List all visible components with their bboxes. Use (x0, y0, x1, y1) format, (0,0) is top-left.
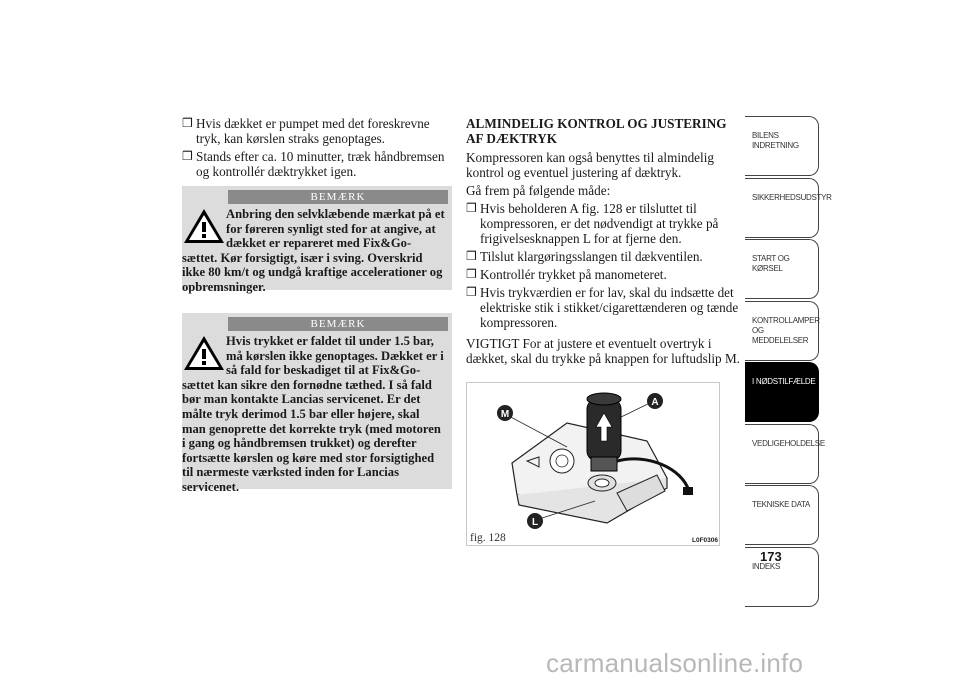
list-item-text: Hvis trykværdien er for lav, skal du indsætte det elektriske stik i stikket/cigarettænderen og tænde kompressoren. (480, 285, 739, 330)
checkbox-bullet-icon: ❒ (466, 201, 477, 215)
tab-start-og-korsel[interactable]: START OG KØRSEL (745, 239, 819, 299)
compressor-illustration (467, 383, 719, 545)
intro-paragraph: Gå frem på følgende måde: (466, 183, 611, 198)
tab-i-nodstilfaelde[interactable]: I NØDSTILFÆLDE (745, 362, 819, 422)
callout-l (527, 513, 543, 529)
intro-paragraph: Kompressoren kan også benyttes til almindelig kontrol og eventuel justering af dæktryk. (466, 150, 714, 180)
list-item (466, 249, 740, 264)
figure-code: L0F0306 (692, 537, 719, 544)
warning-title: BEMÆRK (228, 190, 448, 204)
warning-box (182, 186, 452, 294)
warning-text: Hvis trykket er faldet til under 1.5 bar, må kørslen ikke genoptages. Dækket er i så fald for beskadiget til at Fix&Go-sættet kan sikre den fornødne tæthed. I så fald bør man kontakte Lancias servicenet. Er det målte tryk derimod 1.5 bar eller højere, skal man genoprette det korrekte tryk (med motoren i gang og håndbremsen trukket) og derefter fortsætte kørslen og køre med stor forsigtighed til nærmeste værksted inden for Lancias servicenet. (182, 334, 444, 494)
checkbox-bullet-icon: ❒ (466, 267, 477, 281)
warning-title: BEMÆRK (228, 317, 448, 331)
tab-tekniske-data[interactable]: TEKNISKE DATA (745, 485, 819, 545)
tab-indeks[interactable]: INDEKS (745, 547, 819, 607)
warning-triangle-icon (182, 334, 226, 372)
list-item-text: Tilslut klargøringsslangen til dækventilen. (480, 249, 703, 264)
checkbox-bullet-icon: ❒ (182, 149, 193, 163)
svg-text:L: L (531, 517, 539, 528)
list-item-text: Hvis dækket er pumpet med det foreskrevne tryk, kan kørslen straks genoptages. (196, 116, 430, 146)
tab-kontrollamper[interactable]: KONTROLLAMPER OG MEDDELELSER (745, 301, 819, 361)
checkbox-bullet-icon: ❒ (182, 116, 193, 130)
callout-a (647, 393, 663, 409)
list-item (466, 285, 740, 330)
section-heading: ALMINDELIG KONTROL OG JUSTERING AF DÆKTRYK (466, 116, 727, 146)
list-item-text: Kontrollér trykket på manometeret. (480, 267, 667, 282)
list-item (466, 201, 740, 246)
callout-m (497, 405, 513, 421)
checkbox-bullet-icon: ❒ (466, 285, 477, 299)
tab-bilens-indretning[interactable]: BILENS INDRETNING (745, 116, 819, 176)
watermark: carmanualsonline.info (546, 648, 804, 678)
warning-box (182, 313, 452, 494)
right-column (466, 116, 740, 369)
svg-text:A: A (651, 397, 659, 408)
list-item (182, 116, 452, 146)
tab-vedligeholdelse[interactable]: VEDLIGEHOLDELSE (745, 424, 819, 484)
tab-sikkerhedsudstyr[interactable]: SIKKERHEDSUDSTYR (745, 178, 819, 238)
page-number: 173 (760, 549, 782, 564)
warning-triangle-icon (182, 207, 226, 245)
list-item-text: Hvis beholderen A fig. 128 er tilsluttet til kompressoren, er det nødvendigt at trykke på frigivelsesknappen L for at fjerne den. (480, 201, 719, 246)
compressor-figure (466, 382, 720, 546)
important-note: VIGTIGT For at justere et eventuelt overtryk i dækket, skal du trykke på knappen for luftudslip M. (466, 336, 740, 366)
svg-text:M: M (500, 409, 510, 420)
list-item-text: Stands efter ca. 10 minutter, træk håndbremsen og kontrollér dæktrykket igen. (196, 149, 445, 179)
chapter-tabs (745, 116, 832, 608)
list-item (466, 267, 740, 282)
figure-caption: fig. 128 (470, 532, 506, 544)
warning-text: Anbring den selvklæbende mærkat på et for føreren synligt sted for at angive, at dækket er repareret med Fix&Go-sættet. Kør forsigtigt, især i sving. Overskrid ikke 80 km/t og undgå kraftige accelerationer og opbremsninger. (182, 207, 445, 294)
list-item (182, 149, 452, 179)
checkbox-bullet-icon: ❒ (466, 249, 477, 263)
left-column (182, 116, 452, 182)
